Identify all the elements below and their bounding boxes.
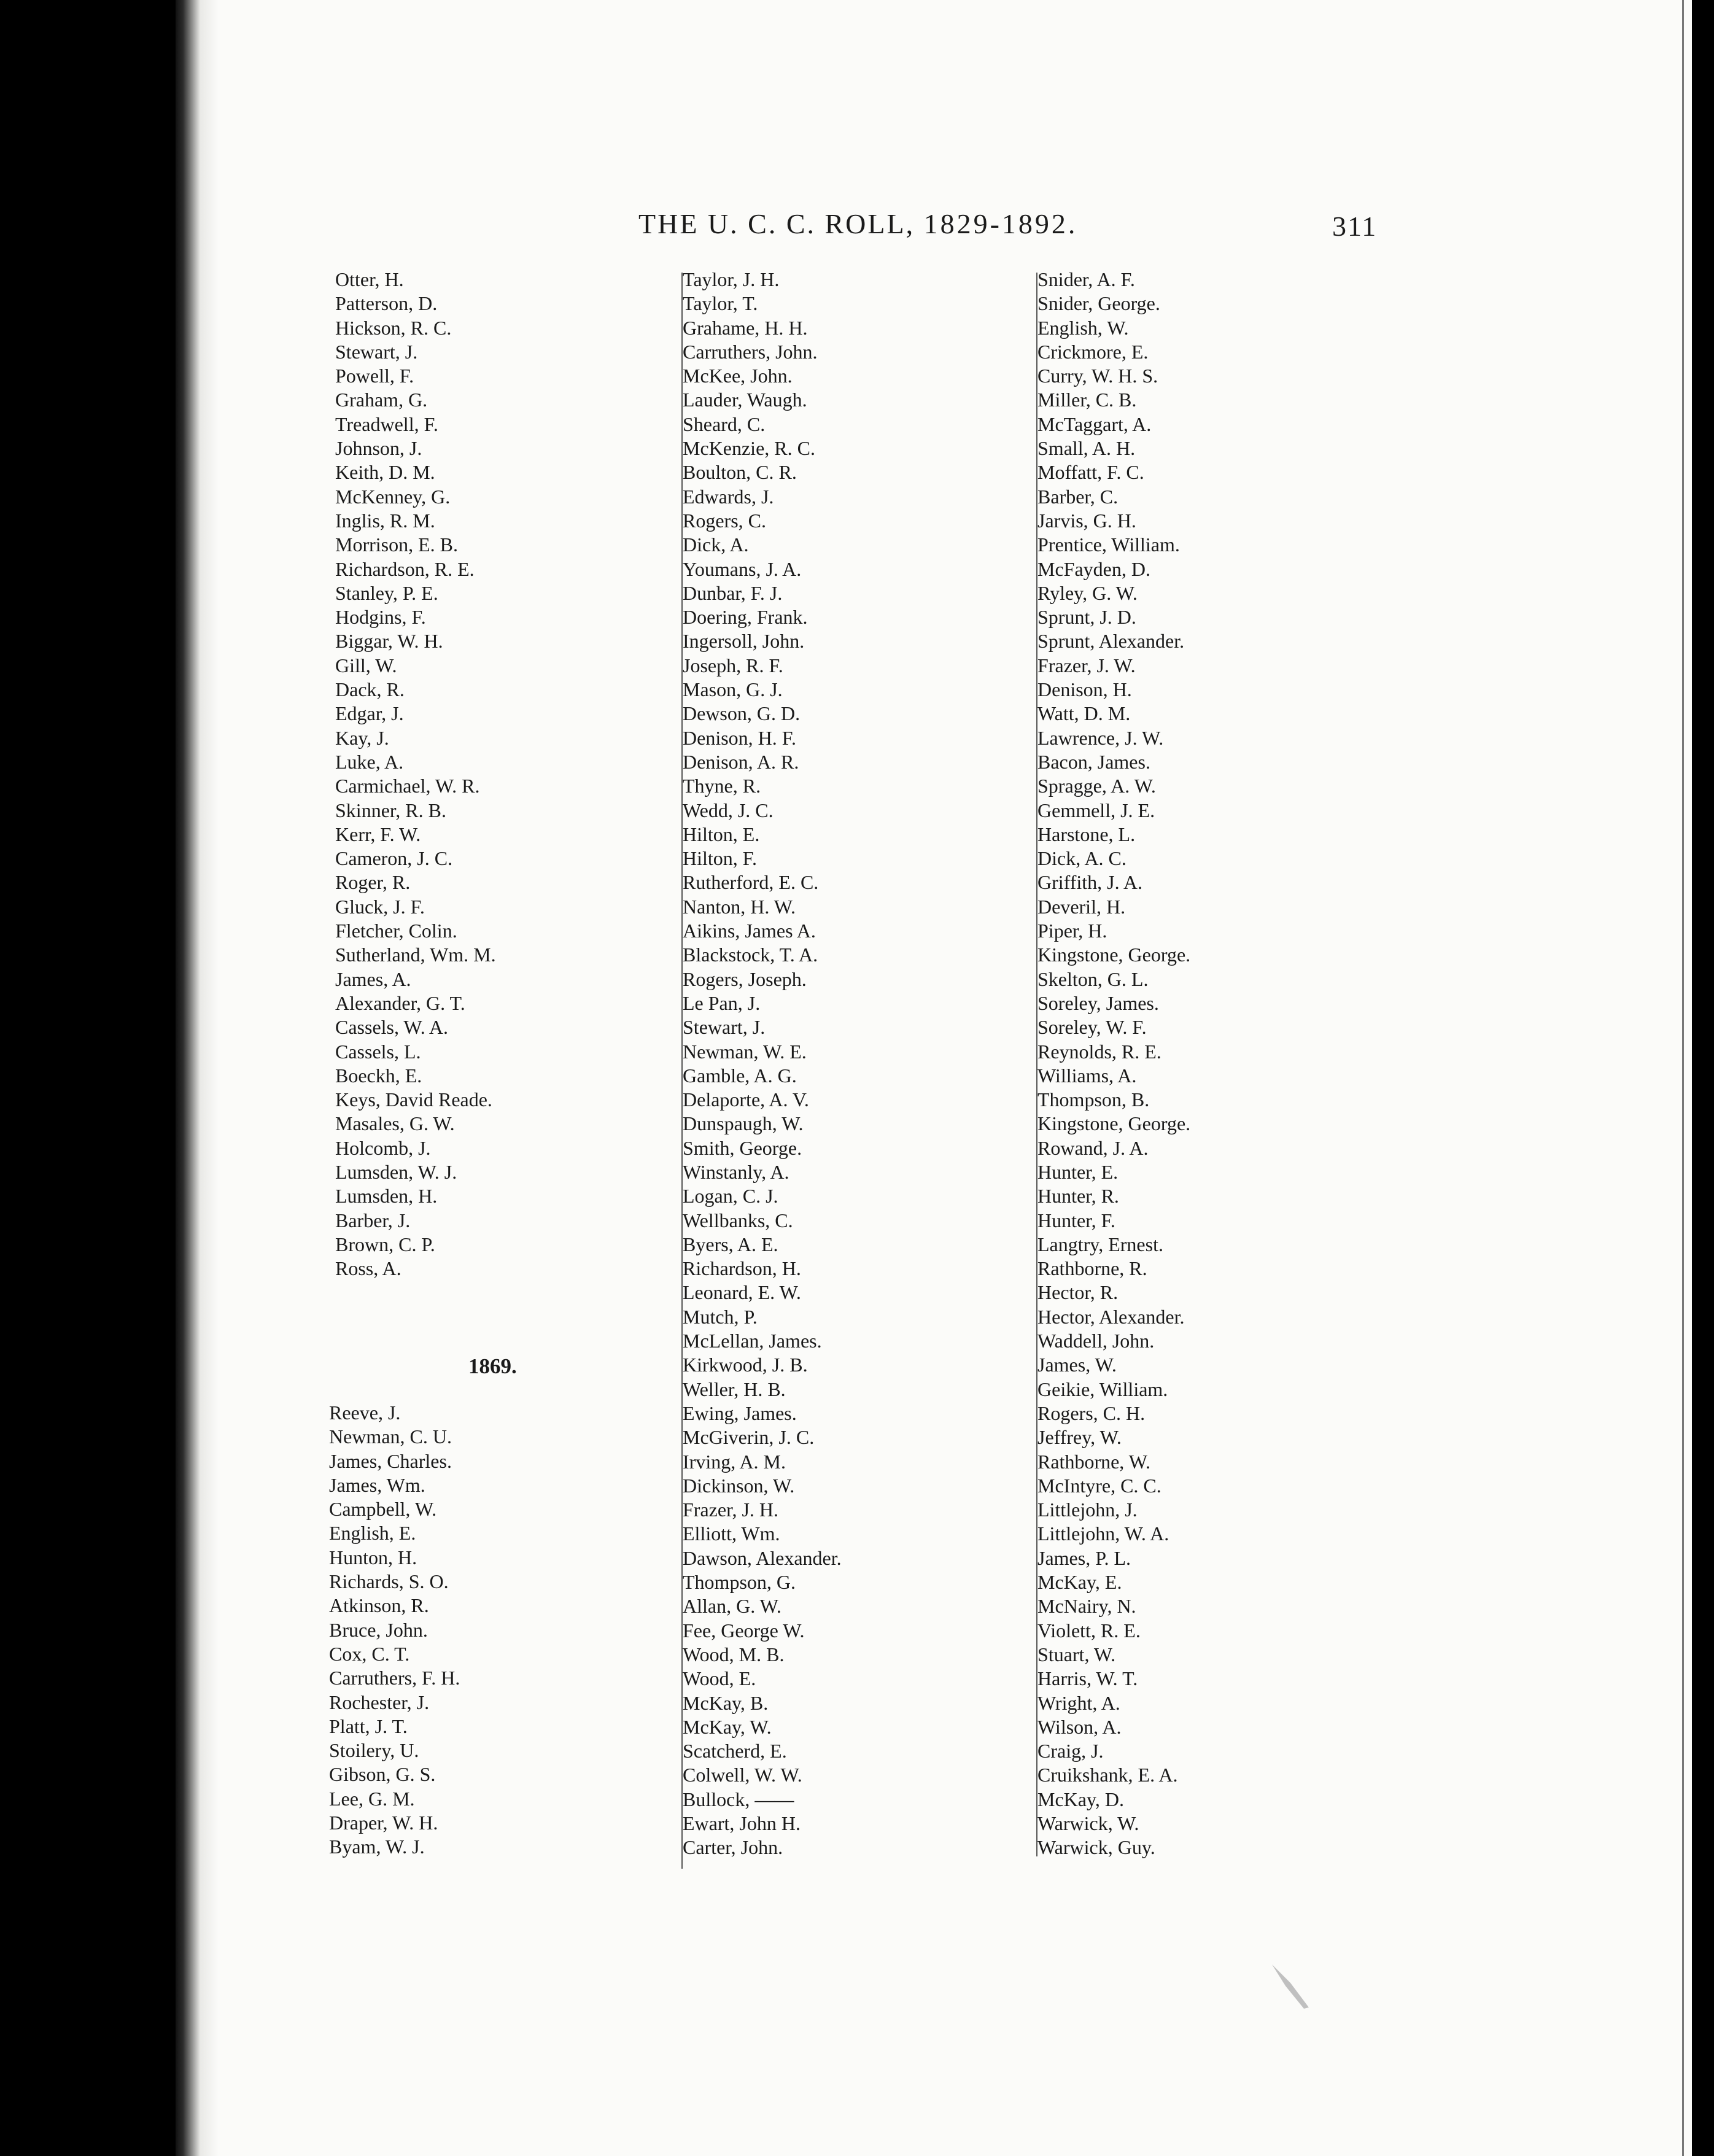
roll-entry: Kingstone, George.	[1037, 944, 1191, 966]
roll-entry: Irving, A. M.	[683, 1450, 786, 1473]
roll-entry: Delaporte, A. V.	[683, 1088, 809, 1111]
roll-entry: McKay, E.	[1037, 1571, 1122, 1594]
roll-entry: English, W.	[1037, 316, 1129, 339]
roll-entry: Byers, A. E.	[683, 1233, 778, 1255]
roll-entry: Carruthers, John.	[683, 340, 818, 363]
roll-entry: Ingersoll, John.	[683, 630, 805, 653]
roll-entry: Hector, Alexander.	[1037, 1305, 1185, 1328]
roll-entry: McGiverin, J. C.	[683, 1426, 815, 1449]
roll-entry: Blackstock, T. A.	[683, 944, 818, 966]
name-column-1-after-year	[329, 1401, 460, 1859]
roll-entry: Williams, A.	[1037, 1064, 1137, 1087]
roll-entry: Colwell, W. W.	[683, 1764, 802, 1786]
roll-entry: Rogers, Joseph.	[683, 967, 807, 990]
roll-entry: Campbell, W.	[329, 1498, 437, 1521]
roll-entry: Byam, W. J.	[329, 1836, 425, 1858]
roll-entry: Atkinson, R.	[329, 1594, 429, 1617]
roll-entry: Leonard, E. W.	[683, 1281, 801, 1304]
roll-entry: Craig, J.	[1037, 1740, 1104, 1762]
roll-entry: Moffatt, F. C.	[1037, 461, 1144, 484]
roll-entry: Hodgins, F.	[335, 606, 426, 629]
roll-entry: Reeve, J.	[329, 1402, 401, 1424]
roll-entry: James, P. L.	[1037, 1546, 1131, 1569]
roll-entry: Newman, C. U.	[329, 1425, 452, 1448]
roll-entry: Mutch, P.	[683, 1305, 758, 1328]
roll-entry: Boeckh, E.	[335, 1064, 422, 1087]
roll-entry: McKee, John.	[683, 365, 793, 387]
roll-entry: Soreley, James.	[1037, 991, 1159, 1014]
roll-entry: Wright, A.	[1037, 1691, 1120, 1714]
roll-entry: Jeffrey, W.	[1037, 1426, 1122, 1449]
roll-entry: McKay, D.	[1037, 1788, 1124, 1810]
roll-entry: Stewart, J.	[335, 340, 418, 363]
roll-entry: Cox, C. T.	[329, 1642, 410, 1665]
year-heading: 1869.	[468, 1354, 517, 1378]
roll-entry: Boulton, C. R.	[683, 461, 797, 484]
roll-entry: Carruthers, F. H.	[329, 1667, 460, 1689]
roll-entry: Jarvis, G. H.	[1037, 509, 1136, 532]
roll-entry: Watt, D. M.	[1037, 702, 1131, 725]
roll-entry: Frazer, J. W.	[1037, 654, 1136, 677]
roll-entry: Holcomb, J.	[335, 1136, 431, 1159]
roll-entry: Graham, G.	[335, 389, 428, 411]
roll-entry: Hilton, F.	[683, 847, 758, 870]
roll-entry: Piper, H.	[1037, 920, 1107, 942]
page-number: 311	[1332, 211, 1378, 242]
roll-entry: Wedd, J. C.	[683, 799, 774, 821]
roll-entry: Deveril, H.	[1037, 895, 1126, 918]
roll-entry: McLellan, James.	[683, 1330, 822, 1352]
roll-entry: Sprunt, Alexander.	[1037, 630, 1185, 653]
roll-entry: Kay, J.	[335, 726, 389, 749]
roll-entry: Luke, A.	[335, 750, 404, 773]
roll-entry: Sheard, C.	[683, 413, 766, 435]
roll-entry: Hector, R.	[1037, 1281, 1119, 1304]
roll-entry: Edgar, J.	[335, 702, 404, 725]
roll-entry: James, W.	[1037, 1354, 1117, 1376]
roll-entry: Spragge, A. W.	[1037, 775, 1156, 797]
roll-entry: Patterson, D.	[335, 292, 438, 315]
roll-entry: Harris, W. T.	[1037, 1667, 1138, 1690]
roll-entry: Richards, S. O.	[329, 1570, 449, 1593]
roll-entry: Denison, H. F.	[683, 726, 796, 749]
roll-entry: Denison, A. R.	[683, 750, 799, 773]
roll-entry: Cameron, J. C.	[335, 847, 453, 870]
roll-entry: Hunter, F.	[1037, 1209, 1115, 1231]
roll-entry: Stuart, W.	[1037, 1643, 1116, 1665]
roll-entry: Thyne, R.	[683, 775, 761, 797]
roll-entry: Gamble, A. G.	[683, 1064, 797, 1087]
roll-entry: Carter, John.	[683, 1836, 783, 1859]
roll-entry: McNairy, N.	[1037, 1595, 1136, 1618]
roll-entry: Weller, H. B.	[683, 1378, 786, 1400]
roll-entry: Nanton, H. W.	[683, 895, 796, 918]
roll-entry: Elliott, Wm.	[683, 1522, 780, 1545]
roll-entry: Bruce, John.	[329, 1618, 428, 1641]
roll-entry: Warwick, Guy.	[1037, 1836, 1155, 1859]
roll-entry: Ross, A.	[335, 1257, 401, 1280]
roll-entry: Lauder, Waugh.	[683, 389, 807, 411]
roll-entry: Scatcherd, E.	[683, 1740, 787, 1762]
roll-entry: Brown, C. P.	[335, 1233, 435, 1255]
roll-entry: Logan, C. J.	[683, 1185, 778, 1208]
roll-entry: Littlejohn, J.	[1037, 1499, 1138, 1521]
scan-smudge	[1266, 1958, 1327, 2020]
roll-entry: Dick, A.	[683, 533, 749, 556]
roll-entry: McKay, W.	[683, 1715, 772, 1738]
roll-entry: Hunter, R.	[1037, 1185, 1119, 1208]
roll-entry: Dawson, Alexander.	[683, 1546, 842, 1569]
roll-entry: McIntyre, C. C.	[1037, 1474, 1161, 1497]
roll-entry: McTaggart, A.	[1037, 413, 1152, 435]
roll-entry: Richardson, R. E.	[335, 557, 475, 580]
roll-entry: Violett, R. E.	[1037, 1619, 1141, 1642]
roll-entry: Gill, W.	[335, 654, 397, 677]
roll-entry: Kirkwood, J. B.	[683, 1354, 808, 1376]
roll-entry: Rochester, J.	[329, 1691, 430, 1713]
roll-entry: Mason, G. J.	[683, 678, 783, 701]
roll-entry: Joseph, R. F.	[683, 654, 783, 677]
roll-entry: Cassels, L.	[335, 1040, 421, 1063]
roll-entry: Draper, W. H.	[329, 1812, 438, 1834]
roll-entry: Hunton, H.	[329, 1546, 417, 1569]
roll-entry: Rathborne, R.	[1037, 1257, 1147, 1280]
roll-entry: Hickson, R. C.	[335, 316, 452, 339]
roll-entry: Skinner, R. B.	[335, 799, 446, 821]
roll-entry: Keys, David Reade.	[335, 1088, 492, 1111]
roll-entry: Stewart, J.	[683, 1016, 766, 1039]
roll-entry: Thompson, G.	[683, 1571, 796, 1594]
roll-entry: Alexander, G. T.	[335, 991, 465, 1014]
roll-entry: Inglis, R. M.	[335, 509, 435, 532]
roll-entry: Small, A. H.	[1037, 437, 1136, 460]
roll-entry: Wood, M. B.	[683, 1643, 785, 1665]
roll-entry: Allan, G. W.	[683, 1595, 781, 1618]
roll-entry: Kerr, F. W.	[335, 823, 421, 845]
roll-entry: Stanley, P. E.	[335, 581, 438, 604]
roll-entry: Stoilery, U.	[329, 1739, 419, 1762]
roll-entry: McFayden, D.	[1037, 557, 1150, 580]
roll-entry: Roger, R.	[335, 871, 411, 894]
roll-entry: Carmichael, W. R.	[335, 775, 480, 797]
roll-entry: Winstanly, A.	[683, 1160, 789, 1183]
roll-entry: Platt, J. T.	[329, 1715, 408, 1737]
roll-entry: Smith, George.	[683, 1136, 802, 1159]
roll-entry: Hunter, E.	[1037, 1160, 1119, 1183]
roll-entry: Kingstone, George.	[1037, 1112, 1191, 1135]
roll-entry: Cassels, W. A.	[335, 1016, 449, 1039]
roll-entry: Keith, D. M.	[335, 461, 435, 484]
roll-entry: Sprunt, J. D.	[1037, 606, 1136, 629]
header-title: THE U. C. C. ROLL,	[638, 208, 915, 239]
roll-entry: Prentice, William.	[1037, 533, 1180, 556]
name-column-3	[1037, 268, 1190, 1860]
roll-entry: Taylor, J. H.	[683, 268, 780, 290]
roll-entry: Snider, A. F.	[1037, 268, 1135, 290]
roll-entry: Otter, H.	[335, 268, 404, 290]
roll-entry: Frazer, J. H.	[683, 1499, 778, 1521]
roll-entry: Fletcher, Colin.	[335, 920, 457, 942]
roll-entry: Morrison, E. B.	[335, 533, 458, 556]
roll-entry: Crickmore, E.	[1037, 340, 1149, 363]
roll-entry: Dunspaugh, W.	[683, 1112, 804, 1135]
roll-entry: Denison, H.	[1037, 678, 1132, 701]
roll-entry: Littlejohn, W. A.	[1037, 1522, 1169, 1545]
roll-entry: Gemmell, J. E.	[1037, 799, 1155, 821]
roll-entry: Ewart, John H.	[683, 1812, 801, 1834]
roll-entry: Aikins, James A.	[683, 920, 816, 942]
roll-entry: Biggar, W. H.	[335, 630, 443, 653]
roll-entry: Waddell, John.	[1037, 1330, 1155, 1352]
running-header	[638, 207, 1077, 240]
name-column-1	[335, 268, 496, 1281]
roll-entry: Lawrence, J. W.	[1037, 726, 1164, 749]
roll-entry: Powell, F.	[335, 365, 414, 387]
roll-entry: Rathborne, W.	[1037, 1450, 1150, 1473]
roll-entry: James, Charles.	[329, 1449, 452, 1472]
roll-entry: Bullock, ——	[683, 1788, 794, 1810]
roll-entry: Dickinson, W.	[683, 1474, 795, 1497]
roll-entry: Wood, E.	[683, 1667, 756, 1690]
roll-entry: Richardson, H.	[683, 1257, 801, 1280]
page-edge-line	[1682, 0, 1684, 2156]
roll-entry: Bacon, James.	[1037, 750, 1150, 773]
roll-entry: Geikie, William.	[1037, 1378, 1168, 1400]
roll-entry: Le Pan, J.	[683, 991, 761, 1014]
roll-entry: Griffith, J. A.	[1037, 871, 1142, 894]
roll-entry: Barber, C.	[1037, 485, 1119, 508]
roll-entry: Lumsden, H.	[335, 1185, 438, 1208]
roll-entry: Miller, C. B.	[1037, 389, 1137, 411]
roll-entry: Doering, Frank.	[683, 606, 808, 629]
roll-entry: McKenzie, R. C.	[683, 437, 815, 460]
roll-entry: Sutherland, Wm. M.	[335, 944, 496, 966]
roll-entry: Johnson, J.	[335, 437, 422, 460]
roll-entry: Dunbar, F. J.	[683, 581, 783, 604]
roll-entry: Taylor, T.	[683, 292, 758, 315]
roll-entry: Masales, G. W.	[335, 1112, 455, 1135]
binding-shadow	[176, 0, 219, 2156]
roll-entry: Dewson, G. D.	[683, 702, 801, 725]
roll-entry: Gibson, G. S.	[329, 1763, 436, 1786]
roll-entry: Rogers, C. H.	[1037, 1402, 1146, 1424]
header-year-span: 1829-1892.	[923, 208, 1078, 239]
scan-border-right	[1692, 0, 1714, 2156]
roll-entry: Langtry, Ernest.	[1037, 1233, 1163, 1255]
roll-entry: Wilson, A.	[1037, 1715, 1122, 1738]
roll-entry: Youmans, J. A.	[683, 557, 802, 580]
roll-entry: Warwick, W.	[1037, 1812, 1139, 1834]
roll-entry: McKenney, G.	[335, 485, 451, 508]
roll-entry: Reynolds, R. E.	[1037, 1040, 1161, 1063]
roll-entry: Grahame, H. H.	[683, 316, 808, 339]
roll-entry: Ewing, James.	[683, 1402, 797, 1424]
roll-entry: Ryley, G. W.	[1037, 581, 1138, 604]
roll-entry: Snider, George.	[1037, 292, 1160, 315]
roll-entry: Dick, A. C.	[1037, 847, 1127, 870]
roll-entry: Soreley, W. F.	[1037, 1016, 1147, 1039]
roll-entry: Barber, J.	[335, 1209, 411, 1231]
roll-entry: Rogers, C.	[683, 509, 766, 532]
roll-entry: Newman, W. E.	[683, 1040, 807, 1063]
name-column-2	[683, 268, 842, 1860]
roll-entry: Thompson, B.	[1037, 1088, 1150, 1111]
roll-entry: Curry, W. H. S.	[1037, 365, 1158, 387]
roll-entry: Harstone, L.	[1037, 823, 1136, 845]
roll-entry: Wellbanks, C.	[683, 1209, 793, 1231]
roll-entry: Edwards, J.	[683, 485, 774, 508]
roll-entry: Treadwell, F.	[335, 413, 438, 435]
roll-entry: English, E.	[329, 1522, 416, 1545]
roll-entry: McKay, B.	[683, 1691, 769, 1714]
roll-entry: Rutherford, E. C.	[683, 871, 819, 894]
roll-entry: Fee, George W.	[683, 1619, 805, 1642]
roll-entry: Cruikshank, E. A.	[1037, 1764, 1178, 1786]
roll-entry: Skelton, G. L.	[1037, 967, 1149, 990]
roll-entry: Hilton, E.	[683, 823, 760, 845]
roll-entry: James, Wm.	[329, 1473, 425, 1496]
roll-entry: Rowand, J. A.	[1037, 1136, 1149, 1159]
roll-entry: Gluck, J. F.	[335, 895, 425, 918]
roll-entry: Dack, R.	[335, 678, 405, 701]
roll-entry: Lee, G. M.	[329, 1787, 415, 1810]
roll-entry: James, A.	[335, 967, 411, 990]
roll-entry: Lumsden, W. J.	[335, 1160, 457, 1183]
